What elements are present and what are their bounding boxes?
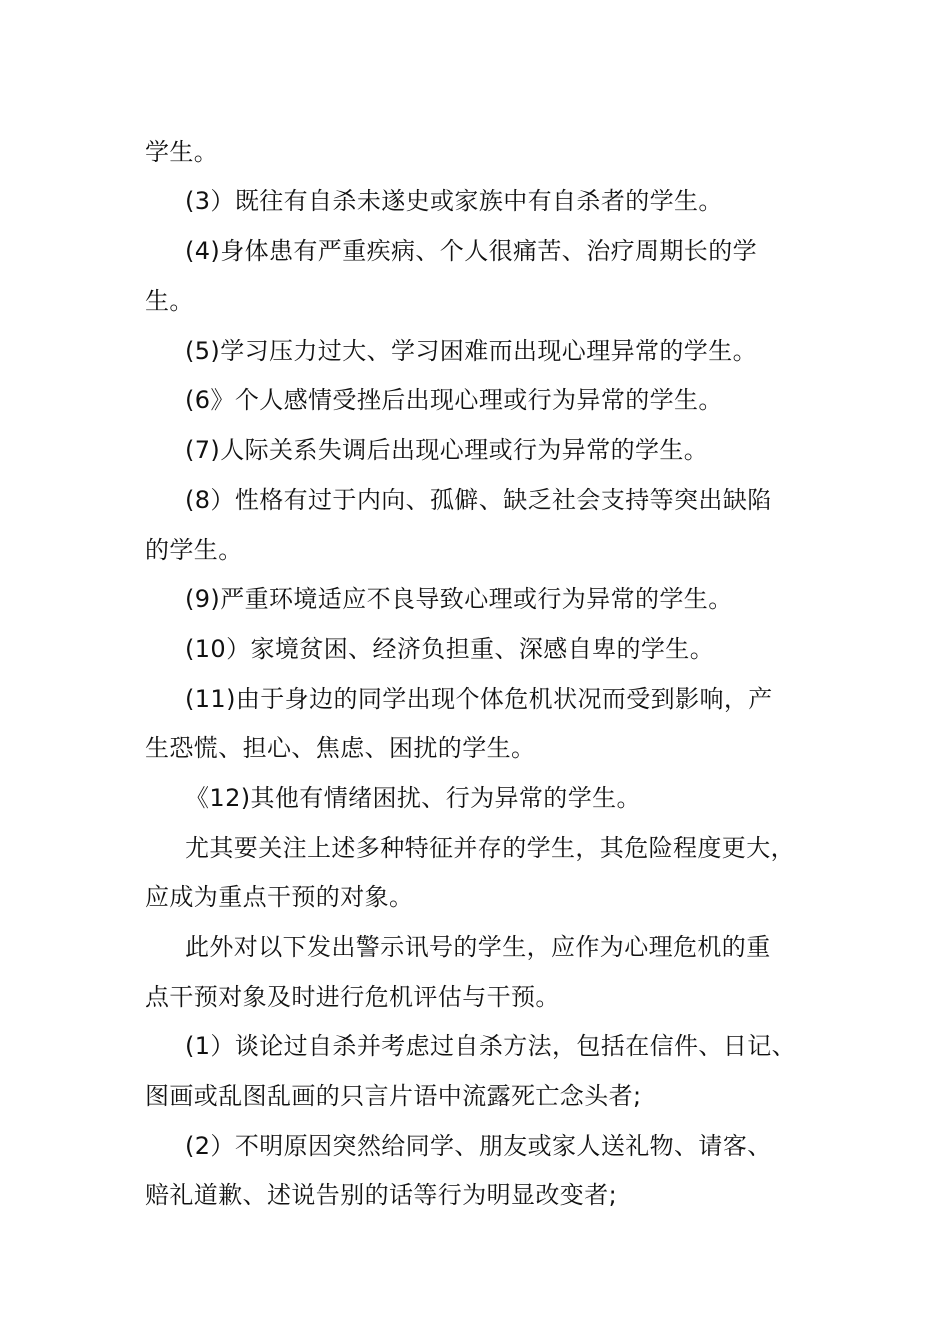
- text-line-10: (9)严重环境适应不良导致心理或行为异常的学生。: [185, 585, 733, 613]
- text-line-11: (10）家境贫困、经济负担重、深感自卑的学生。: [185, 635, 715, 663]
- text-line-21: (2）不明原因突然给同学、朋友或家人送礼物、请客、: [185, 1132, 772, 1160]
- text-line-14: 《12)其他有情绪困扰、行为异常的学生。: [185, 784, 641, 812]
- text-line-17: 此外对以下发出警示讯号的学生，应作为心理危机的重: [185, 933, 771, 961]
- text-line-9: 的学生。: [145, 536, 243, 564]
- text-line-4: 生。: [145, 287, 194, 315]
- text-line-18: 点干预对象及时进行危机评估与干预。: [145, 983, 560, 1011]
- text-line-15: 尤其要关注上述多种特征并存的学生，其危险程度更大，: [185, 834, 795, 862]
- text-line-1: 学生。: [145, 138, 219, 166]
- text-line-16: 应成为重点干预的对象。: [145, 883, 414, 911]
- text-line-19: (1）谈论过自杀并考虑过自杀方法，包括在信件、日记、: [185, 1032, 797, 1060]
- text-line-2: (3）既往有自杀未遂史或家族中有自杀者的学生。: [185, 187, 723, 215]
- text-line-12: (11)由于身边的同学出现个体危机状况而受到影响，产: [185, 685, 773, 713]
- text-line-6: (6》个人感情受挫后出现心理或行为异常的学生。: [185, 386, 723, 414]
- text-line-7: (7)人际关系失调后出现心理或行为异常的学生。: [185, 436, 709, 464]
- text-line-3: (4)身体患有严重疾病、个人很痛苦、治疗周期长的学: [185, 237, 757, 265]
- text-line-8: (8）性格有过于内向、孤僻、缺乏社会支持等突出缺陷: [185, 486, 772, 514]
- text-line-13: 生恐慌、担心、焦虑、困扰的学生。: [145, 734, 536, 762]
- text-line-5: (5)学习压力过大、学习困难而出现心理异常的学生。: [185, 337, 757, 365]
- text-line-22: 赔礼道歉、述说告别的话等行为明显改变者;: [145, 1181, 618, 1209]
- text-line-20: 图画或乱图乱画的只言片语中流露死亡念头者;: [145, 1082, 642, 1110]
